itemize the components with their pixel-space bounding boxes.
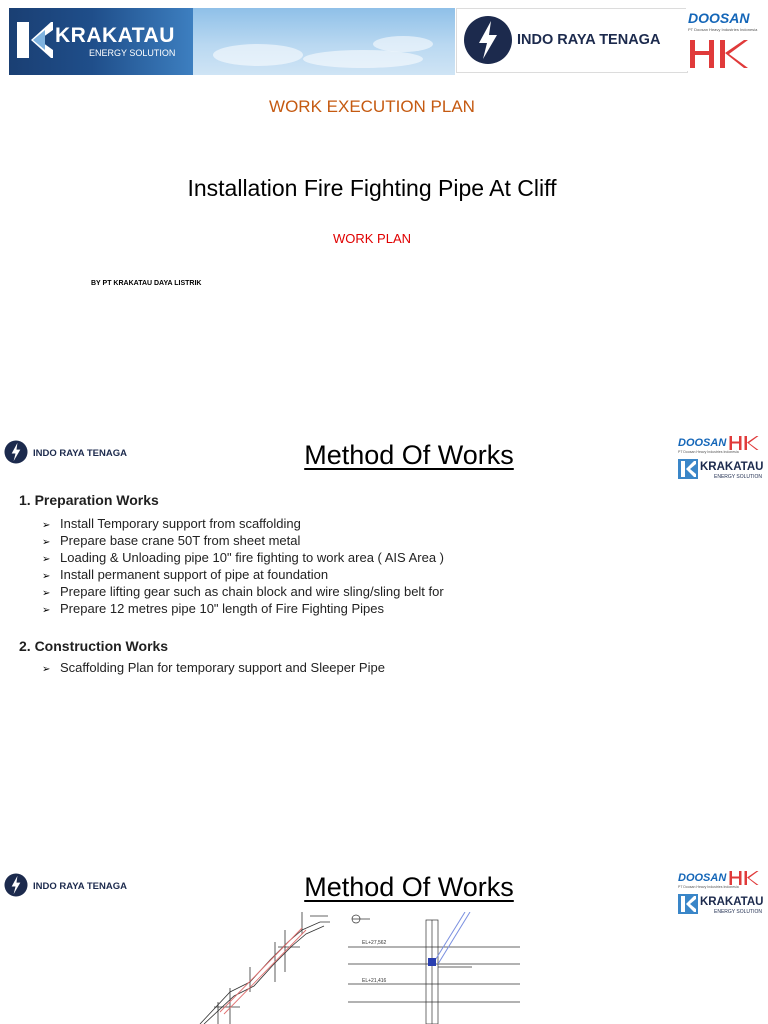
- krakatau-logo-small: [678, 459, 762, 483]
- list-item: ➢ Prepare lifting gear such as chain block and wire sling/sling belt for: [42, 583, 444, 600]
- arrow-bullet-icon: ➢: [42, 520, 51, 531]
- krakatau-tagline: ENERGY SOLUTION: [714, 474, 762, 480]
- work-plan-subtitle: WORK PLAN: [332, 231, 411, 246]
- arrow-bullet-icon: ➢: [42, 588, 51, 599]
- partner-logos: [676, 437, 764, 485]
- doosan-subtitle: PT Doosan Heavy Industries Indonesia: [678, 885, 739, 889]
- krakatau-wordmark: KRAKATAU: [55, 24, 175, 47]
- list-item: ➢ Loading & Unloading pipe 10" fire fighting to work area ( AIS Area ): [42, 549, 444, 566]
- indo-raya-tenaga-logo: [456, 8, 688, 73]
- lightning-circle-icon: [463, 15, 513, 65]
- list-item: ➢ Install permanent support of pipe at foundation: [42, 566, 444, 583]
- hk-logo-icon: [728, 870, 760, 886]
- doosan-wordmark: DOOSAN: [688, 10, 750, 26]
- fire-pipe-line: [220, 928, 306, 1014]
- method-of-works-title: Method Of Works: [304, 440, 514, 470]
- cliff-section-drawing: [200, 912, 330, 1024]
- sky-banner-image: [193, 8, 455, 75]
- elevation-label-mid: EL+21,416: [362, 978, 387, 984]
- hk-logo-icon: [728, 435, 760, 451]
- arrow-bullet-icon: ➢: [42, 664, 51, 675]
- method-of-works-title: Method Of Works: [304, 872, 514, 902]
- elevation-detail-drawing: [348, 915, 520, 1024]
- partner-logos: [676, 872, 764, 920]
- work-execution-plan-heading: WORK EXECUTION PLAN: [269, 97, 475, 116]
- doosan-subtitle: PT Doosan Heavy Industries Indonesia: [688, 27, 758, 32]
- pipe-section-lines: [434, 912, 470, 964]
- doosan-subtitle: PT Doosan Heavy Industries Indonesia: [678, 450, 739, 454]
- krakatau-tagline: ENERGY SOLUTION: [714, 909, 762, 915]
- slide-method-of-works-drawing: [0, 820, 768, 1024]
- doosan-hk-logo: [686, 8, 758, 71]
- doosan-wordmark: DOOSAN: [678, 872, 727, 884]
- list-item: ➢ Install Temporary support from scaffolding: [42, 515, 444, 532]
- author-line: BY PT KRAKATAU DAYA LISTRIK: [91, 280, 202, 287]
- krakatau-banner-logo: [9, 8, 193, 75]
- section-heading-preparation: 1. Preparation Works: [19, 492, 159, 508]
- list-item: ➢ Scaffolding Plan for temporary support and Sleeper Pipe: [42, 659, 385, 676]
- krakatau-tagline: ENERGY SOLUTION: [89, 48, 176, 58]
- krakatau-k-icon: [678, 894, 698, 914]
- indo-raya-tenaga-wordmark: INDO RAYA TENAGA: [33, 881, 127, 892]
- elevation-label-top: EL+27,562: [362, 940, 387, 946]
- arrow-bullet-icon: ➢: [42, 605, 51, 616]
- krakatau-k-icon: [678, 459, 698, 479]
- preparation-list: [42, 515, 444, 617]
- document-title: Installation Fire Fighting Pipe At Cliff: [187, 175, 557, 201]
- doosan-wordmark: DOOSAN: [678, 437, 727, 449]
- slide-title: [0, 0, 768, 400]
- engineering-drawing: [190, 912, 530, 1024]
- list-item: ➢ Prepare base crane 50T from sheet metal: [42, 532, 444, 549]
- arrow-bullet-icon: ➢: [42, 554, 51, 565]
- krakatau-wordmark: KRAKATAU: [700, 461, 764, 473]
- slide-method-of-works: [0, 400, 768, 820]
- indo-raya-tenaga-wordmark: INDO RAYA TENAGA: [33, 448, 127, 459]
- hk-logo-icon: [688, 38, 750, 70]
- arrow-bullet-icon: ➢: [42, 571, 51, 582]
- pipe-clamp-marker: [428, 958, 436, 966]
- section-heading-construction: 2. Construction Works: [19, 638, 169, 654]
- krakatau-logo-small: [678, 894, 762, 918]
- list-item: ➢ Prepare 12 metres pipe 10" length of Fire Fighting Pipes: [42, 600, 444, 617]
- krakatau-wordmark: KRAKATAU: [700, 896, 764, 908]
- krakatau-k-icon: [15, 20, 55, 60]
- construction-list: [42, 659, 385, 676]
- indo-raya-tenaga-wordmark: INDO RAYA TENAGA: [517, 32, 661, 48]
- arrow-bullet-icon: ➢: [42, 537, 51, 548]
